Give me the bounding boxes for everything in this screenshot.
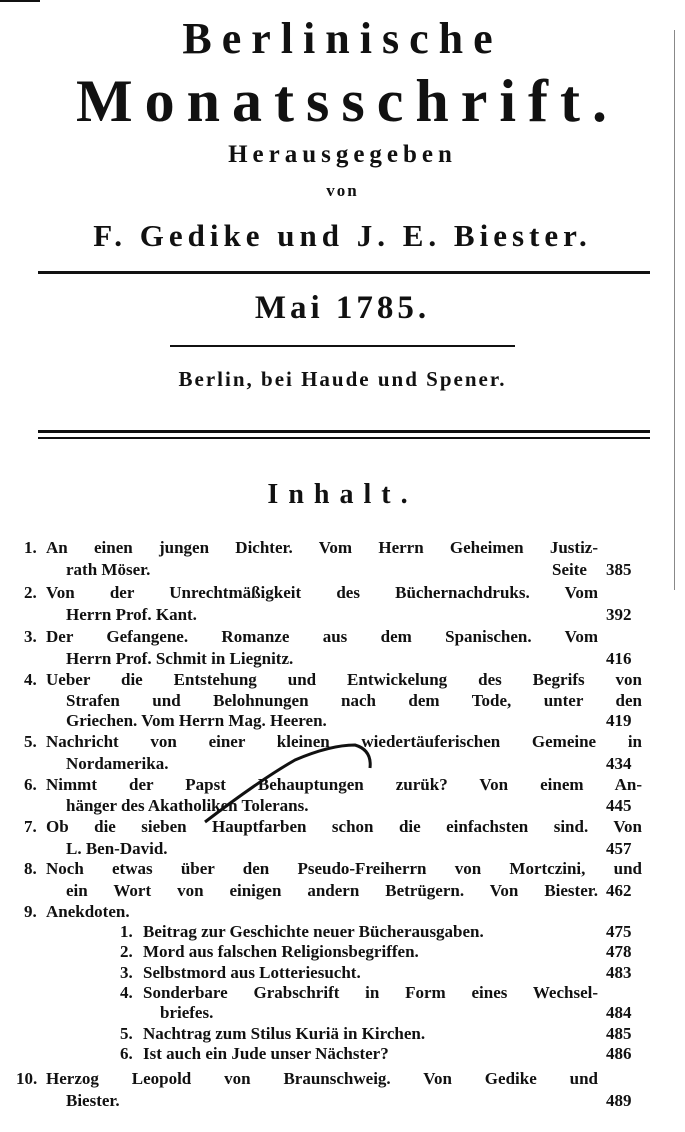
toc-line: Der Gefangene. Romanze aus dem Spanischen. Vom xyxy=(46,627,598,646)
seite-label: Seite xyxy=(552,560,587,579)
anecdote-page: 483 xyxy=(606,963,632,982)
anecdote-line: Sonderbare Grabschrift in Form eines Wechsel- xyxy=(143,983,598,1002)
toc-page: 457 xyxy=(606,839,632,858)
anecdote-line: Ist auch ein Jude unser Nächster? xyxy=(143,1044,389,1063)
toc-line: Herrn Prof. Kant. xyxy=(66,605,197,624)
toc-number: 9. xyxy=(24,902,37,921)
toc-line: Herrn Prof. Schmit in Liegnitz. xyxy=(66,649,294,668)
toc-line: Von der Unrechtmäßigkeit des Büchernachdruks. Vom xyxy=(46,583,598,602)
toc-number: 6. xyxy=(24,775,37,794)
anecdote-number: 4. xyxy=(120,983,133,1002)
anecdote-line: briefes. xyxy=(160,1003,214,1022)
anecdote-page: 486 xyxy=(606,1044,632,1063)
anecdote-line: Mord aus falschen Religionsbegriffen. xyxy=(143,942,419,961)
toc-line: Nachricht von einer kleinen wiedertäuferischen Gemeine in xyxy=(46,732,642,751)
toc-line: Anekdoten. xyxy=(46,902,130,921)
anecdote-page: 475 xyxy=(606,922,632,941)
toc-page: 385 xyxy=(606,560,632,579)
toc-page: 462 xyxy=(606,881,632,900)
journal-title-line-2: Monatsschrift. xyxy=(76,68,619,134)
toc-line: Biester. xyxy=(66,1091,120,1110)
toc-number: 4. xyxy=(24,670,37,689)
toc-line: Nimmt der Papst Behauptungen zurük? Von einem An- xyxy=(46,775,642,794)
toc-line: Strafen und Belohnungen nach dem Tode, unter den xyxy=(66,691,642,710)
journal-title-line-1: Berlinische xyxy=(182,14,503,63)
edited-by-label: Herausgegeben xyxy=(228,141,457,168)
toc-number: 2. xyxy=(24,583,37,602)
toc-line: Ueber die Entstehung und Entwickelung des Begrifs von xyxy=(46,670,642,689)
toc-number: 7. xyxy=(24,817,37,836)
anecdote-number: 6. xyxy=(120,1044,133,1063)
anecdote-line: Beitrag zur Geschichte neuer Bücherausgaben. xyxy=(143,922,484,941)
toc-page: 416 xyxy=(606,649,632,668)
toc-number: 5. xyxy=(24,732,37,751)
anecdote-number: 2. xyxy=(120,942,133,961)
by-label: von xyxy=(326,181,359,200)
toc-page: 392 xyxy=(606,605,632,624)
double-rule-top xyxy=(38,430,650,433)
toc-line: rath Möser. xyxy=(66,560,151,579)
toc-line: Herzog Leopold von Braunschweig. Von Gedike und xyxy=(46,1069,598,1088)
toc-number: 3. xyxy=(24,627,37,646)
toc-line: Nordamerika. xyxy=(66,754,169,773)
toc-line: hänger des Akatholiken Tolerans. xyxy=(66,796,309,815)
page-edge-mark xyxy=(674,30,675,590)
toc-line: Noch etwas über den Pseudo-Freiherrn von Mortczini, und xyxy=(46,859,642,878)
anecdote-number: 1. xyxy=(120,922,133,941)
anecdote-line: Selbstmord aus Lotteriesucht. xyxy=(143,963,361,982)
divider-rule-short xyxy=(170,345,515,347)
toc-line: Griechen. Vom Herrn Mag. Heeren. xyxy=(66,711,327,730)
editors: F. Gedike und J. E. Biester. xyxy=(93,218,592,253)
divider-rule xyxy=(38,271,650,274)
anecdote-page: 485 xyxy=(606,1024,632,1043)
toc-line: Ob die sieben Hauptfarben schon die einfachsten sind. Von xyxy=(46,817,642,836)
toc-line: An einen jungen Dichter. Vom Herrn Geheimen Justiz- xyxy=(46,538,598,557)
toc-page: 445 xyxy=(606,796,632,815)
page-edge-mark xyxy=(0,0,40,2)
toc-page: 434 xyxy=(606,754,632,773)
toc-number: 10. xyxy=(16,1069,38,1088)
toc-line: ein Wort von einigen andern Betrügern. Von Biester. xyxy=(66,881,598,900)
anecdote-number: 5. xyxy=(120,1024,133,1043)
double-rule-bottom xyxy=(38,437,650,439)
anecdote-line: Nachtrag zum Stilus Kuriä in Kirchen. xyxy=(143,1024,426,1043)
toc-line: L. Ben-David. xyxy=(66,839,168,858)
issue-date: Mai 1785. xyxy=(254,290,431,326)
anecdote-page: 478 xyxy=(606,942,632,961)
anecdote-number: 3. xyxy=(120,963,133,982)
publisher: Berlin, bei Haude und Spener. xyxy=(178,367,507,391)
anecdote-page: 484 xyxy=(606,1003,632,1022)
contents-heading: Inhalt. xyxy=(267,479,418,510)
toc-page: 419 xyxy=(606,711,632,730)
toc-number: 8. xyxy=(24,859,37,878)
toc-number: 1. xyxy=(24,538,37,557)
toc-page: 489 xyxy=(606,1091,632,1110)
